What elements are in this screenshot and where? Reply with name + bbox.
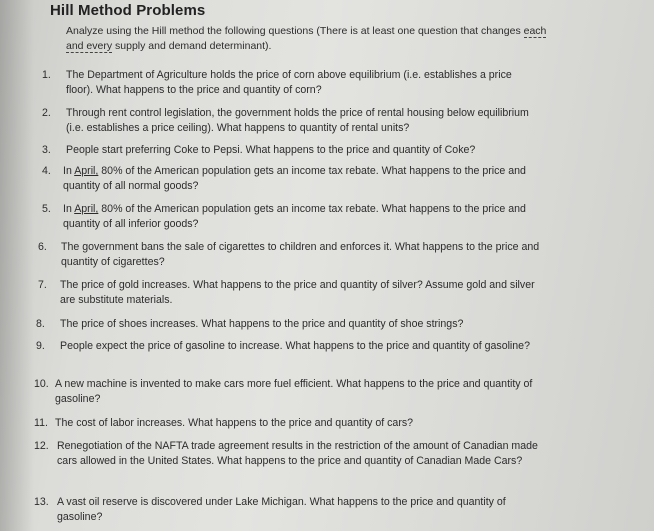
instructions-text-end: supply and demand determinant). <box>112 40 272 52</box>
question-number: 8. <box>36 318 45 330</box>
page-shadow <box>0 0 34 531</box>
question-underlined: April, <box>74 165 99 177</box>
question-text: People start preferring Coke to Pepsi. What happens to the price and quantity of Coke? <box>66 144 476 156</box>
question-number: 5. <box>42 203 51 215</box>
question-text: The price of gold increases. What happens to the price and quantity of silver? Assume gold and silver are substitute materials. <box>60 279 535 306</box>
question-text-end: 80% of the American population gets an income tax rebate. What happens to the price and quantity of all inferior goods? <box>63 203 526 230</box>
question-number: 7. <box>38 279 47 291</box>
question-number: 2. <box>42 107 51 119</box>
question-number: 1. <box>42 69 51 81</box>
question-text: A vast oil reserve is discovered under Lake Michigan. What happens to the price and quantity of gasoline? <box>57 496 506 523</box>
question-text: Renegotiation of the NAFTA trade agreement results in the restriction of the amount of Canadian made cars allowed in the United States. What happens to the price and quantity of Canadian Made Cars? <box>57 440 538 467</box>
question-text-end: 80% of the American population gets an income tax rebate. What happens to the price and quantity of all normal goods? <box>63 165 526 192</box>
question-number: 6. <box>38 241 47 253</box>
question-number: 9. <box>36 340 45 352</box>
question-text: Through rent control legislation, the government holds the price of rental housing below equilibrium (i.e. establishes a price ceiling). What happens to quantity of rental units? <box>66 107 529 134</box>
question-text: A new machine is invented to make cars more fuel efficient. What happens to the price and quantity of gasoline? <box>55 378 533 405</box>
question-text <box>63 164 543 194</box>
instructions-underlined: each and every <box>66 25 547 52</box>
question-number: 4. <box>42 165 51 177</box>
question-number: 3. <box>42 144 51 156</box>
question-number: 12. <box>34 440 49 452</box>
question-text <box>63 202 543 232</box>
instructions-text-start: Analyze using the Hill method the following questions (There is at least one question that changes <box>66 25 524 37</box>
question-text: The government bans the sale of cigarettes to children and enforces it. What happens to the price and quantity of cigarettes? <box>61 241 540 268</box>
question-text-start: In <box>63 203 75 215</box>
instructions <box>66 24 556 54</box>
question-underlined: April, <box>74 203 99 215</box>
question-number: 13. <box>34 496 49 508</box>
page-title: Hill Method Problems <box>50 2 206 19</box>
question-text: The cost of labor increases. What happens to the price and quantity of cars? <box>55 417 414 429</box>
question-text-start: In <box>63 165 75 177</box>
question-text: The Department of Agriculture holds the price of corn above equilibrium (i.e. establishes a price floor). What happens to the price and quantity of corn? <box>66 69 512 96</box>
question-number: 10. <box>34 378 49 390</box>
question-text: The price of shoes increases. What happens to the price and quantity of shoe strings? <box>60 318 464 330</box>
question-number: 11. <box>34 417 48 429</box>
question-text: People expect the price of gasoline to increase. What happens to the price and quantity of gasoline? <box>60 340 530 352</box>
